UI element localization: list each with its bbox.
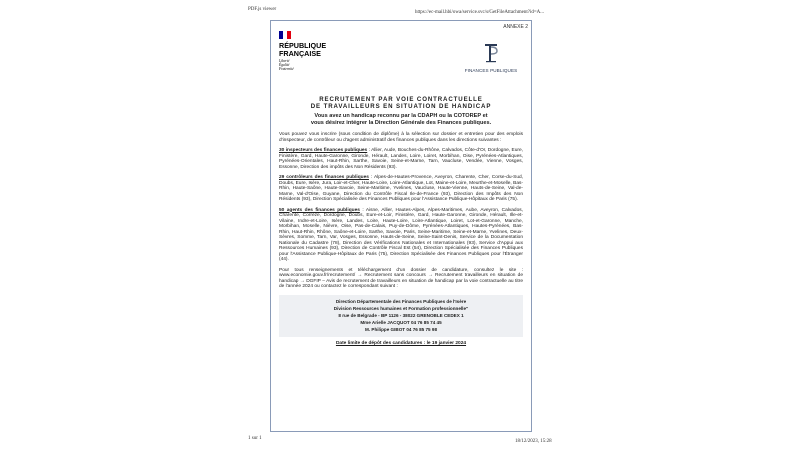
document-page xyxy=(270,20,532,432)
contact-division: Division Ressources humaines et Formation professionnelle" xyxy=(333,305,469,311)
viewer-url: https://ec-mail.hbi/owa/service.svc/s/GetFileAttachment?id=A... xyxy=(415,10,545,15)
title-line-1: RECRUTEMENT PAR VOIE CONTRACTUELLE xyxy=(319,96,483,103)
print-datetime: 18/12/2023, 15:28 xyxy=(515,439,552,444)
contact-box xyxy=(279,295,523,337)
document-subtitle xyxy=(279,113,523,126)
motto-liberte: Liberté xyxy=(279,59,290,63)
document-title xyxy=(279,97,523,110)
page-indicator: 1 sur 1 xyxy=(248,436,262,441)
motto-fraternite: Fraternité xyxy=(279,67,294,71)
viewer-title: PDF.js viewer xyxy=(248,7,277,12)
rf-line-2: FRANÇAISE xyxy=(279,48,321,58)
controleurs-heading: 29 contrôleurs des finances publiques xyxy=(279,175,369,180)
controleurs-paragraph xyxy=(279,175,523,203)
contact-person-1: Mme Arielle JACQUOT 04 76 85 74 45 xyxy=(360,320,442,326)
intro-paragraph: Vous pouvez vous inscrire (sous condition de diplôme) à la sélection sur dossier et entretien pour des emplois d'inspecteur, de contrôleur ou d'agent administratif des finances publiques dans les directions suivantes : xyxy=(279,132,523,143)
subtitle-line-2: vous désirez intégrer la Direction Générale des Finances publiques. xyxy=(310,119,492,126)
inspecteurs-heading: 30 inspecteurs des finances publiques xyxy=(279,148,368,153)
contact-person-2: M. Philippe GIBOT 04 76 85 75 98 xyxy=(365,327,437,333)
agents-paragraph xyxy=(279,208,523,263)
contact-direction: Direction Départementale des Finances Publiques de l'Isère xyxy=(335,298,467,304)
finances-publiques-logo xyxy=(459,43,523,73)
subtitle-line-1: Vous avez un handicap reconnu par la CDAPH ou la COTOREP et xyxy=(314,113,488,120)
annexe-label: ANNEXE 2 xyxy=(503,24,528,30)
finances-publiques-emblem-icon xyxy=(483,43,499,63)
info-paragraph: Pour tous renseignements et téléchargement d'un dossier de candidature, consultez le site : www.economie.gouv.fr/recrutement/ → Recrutement sans concours → Recrutement travailleurs en situation de handicap → DGFIP – Avis de recrutement de travailleurs en situation de handicap par la voie contractuelle au titre de l'année 2024 ou contactez le correspondant suivant : xyxy=(279,267,523,289)
rf-line-1: RÉPUBLIQUE xyxy=(279,41,327,50)
marianne-flag-icon xyxy=(279,31,291,39)
republique-francaise-logo xyxy=(279,31,339,71)
agents-heading: 50 agents des finances publiques xyxy=(279,207,360,213)
inspecteurs-paragraph xyxy=(279,148,523,170)
controleurs-list: : Alpes-de-Hautes-Provence, Aveyron, Charente, Cher, Corse-du-Sud, Doubs, Eure, Isère, Jura, Loir-et-Cher, Haute-Loire, Loire-Atlantique, Lot, Maine-et-Loire, Meurthe-et-Moselle, Bas-Rhin, Haute-Saône, Haute-Savoie, Seine-Maritime, Yvelines, Vaucluse, Haute-Vienne, Hauts-de-Seine, Val-de-Marne, Val-d'Oise, Guyane, Direction du Contrôle Fiscal Ile-de-France (93), Direction des Impôts des Non Résidents (93), Direction Spécialisée des Finances Publiques pour l'Assistance Publique-Hôpitaux de Paris (75). xyxy=(279,175,524,202)
contact-address: 8 rue de Belgrade - BP 1126 - 38022 GRENOBLE CEDEX 1 xyxy=(338,312,464,318)
finances-publiques-label: FINANCES PUBLIQUES xyxy=(464,68,518,73)
title-line-2: DE TRAVAILLEURS EN SITUATION DE HANDICAP xyxy=(310,102,492,110)
motto-egalite: Égalité xyxy=(279,63,290,67)
agents-list: : Aisne, Allier, Hautes-Alpes, Alpes-Maritimes, Aube, Aveyron, Calvados, Charente, Corrèze, Dordogne, Doubs, Eure-et-Loir, Finistère, Gard, Haute-Garonne, Gironde, Hérault, Ille-et-Vilaine, Indre-et-Loire, Isère, Landes, Loire, Haute-Loire, Loire-Atlantique, Loiret, Lot-et-Garonne, Manche, Morbihan, Moselle, Nièvre, Oise, Pas-de-Calais, Puy-de-Dôme, Pyrénées-Atlantiques, Hautes-Pyrénées, Bas-Rhin, Haut-Rhin, Rhône, Saône-et-Loire, Sarthe, Savoie, Paris, Seine-Maritime, Seine-et-Marne, Yvelines, Deux-Sèvres, Somme, Tarn, Var, Vosges, Essonne, Hauts-de-Seine, Seine-Saint-Denis, Service de la Documentation Nationale du Cadastre (78), Direction des Vérifications Nationales et Internationales (93), Service d'Appui aux Ressources Humaines (93), Direction de Contrôle Fiscal Est (54), Direction Spécialisée des Finances Publiques pour l'Assistance Publique-Hôpitaux de Paris (75), Direction Spécialisée des Finances Publiques pour l'Étranger (44). xyxy=(279,207,523,262)
deadline: Date limite de dépôt des candidatures : le 19 janvier 2024 xyxy=(335,340,467,346)
inspecteurs-list: : Allier, Aude, Bouches-du-Rhône, Calvados, Côte-d'Or, Dordogne, Eure, Finistère, Gard, Haute-Garonne, Gironde, Hérault, Landes, Loire, Loiret, Morbihan, Oise, Pyrénées-Atlantiques, Pyrénées-Orientales, Haut-Rhin, Sarthe, Savoie, Seine-et-Marne, Tarn, Vaucluse, Vendée, Vienne, Vosges, Essonne, Direction des impôts des Non Résidents (93). xyxy=(279,148,523,170)
